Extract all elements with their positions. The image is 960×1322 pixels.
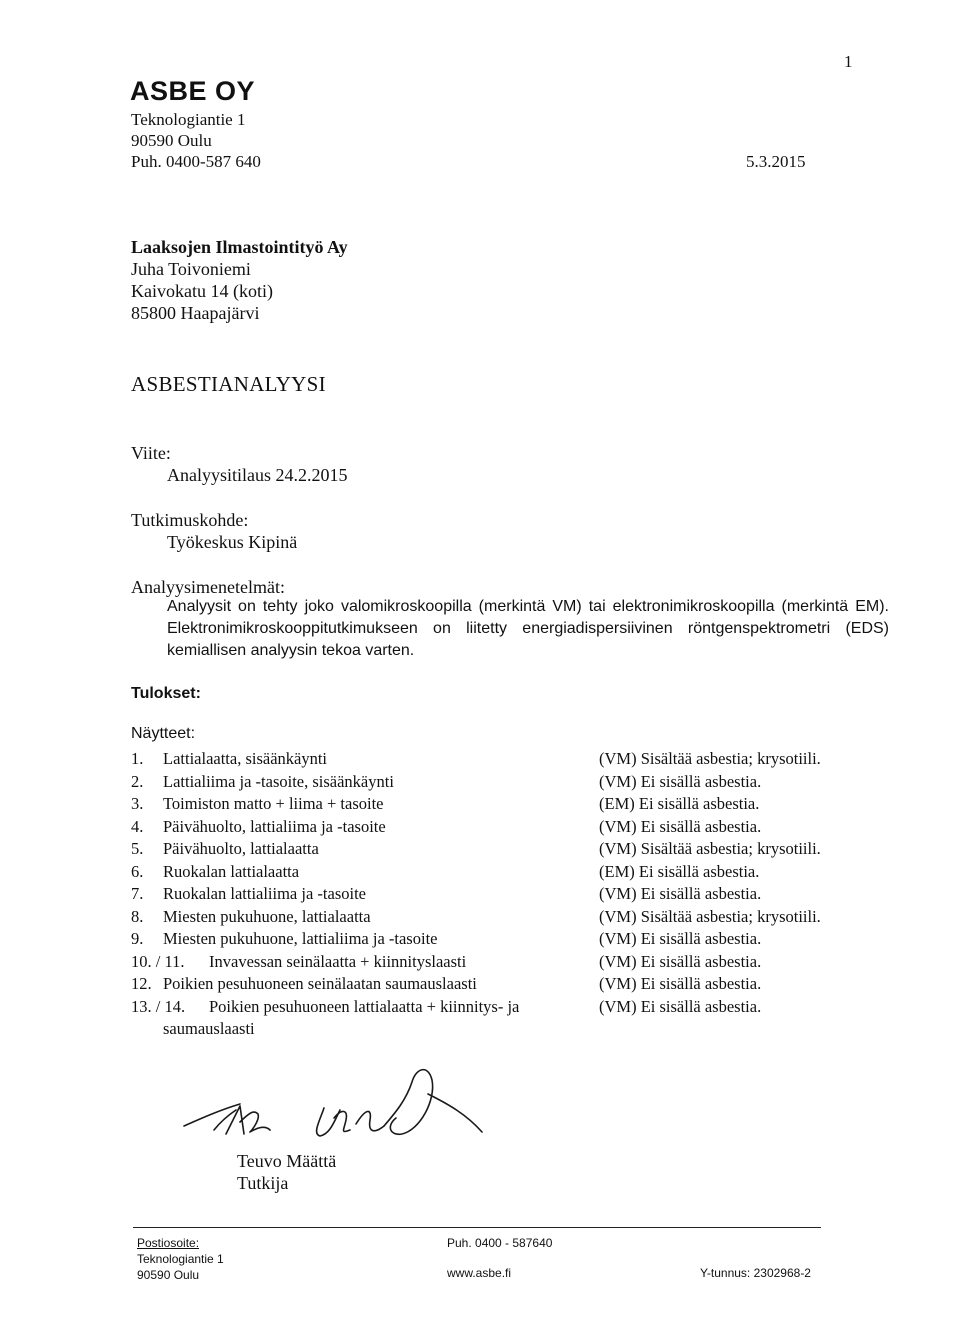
page-number: 1 [844,52,853,71]
sample-description: Lattialiima ja -tasoite, sisäänkäynti [163,771,394,791]
reference-label: Viite: [131,443,171,463]
sample-result: (EM) Ei sisällä asbestia. [599,794,760,813]
sample-result: (VM) Ei sisällä asbestia. [599,771,762,791]
sample-row [131,794,891,817]
subject-value: Työkeskus Kipinä [167,532,298,552]
signer-title: Tutkija [237,1173,289,1193]
footer-website: www.asbe.fi [447,1266,512,1280]
sample-result: (VM) Ei sisällä asbestia. [599,951,762,971]
samples-list [131,749,891,1038]
recipient-person: Juha Toivoniemi [131,259,251,279]
sample-row [131,817,891,840]
sample-number: 7. [131,884,144,903]
company-name: ASBE OY [130,76,256,106]
methods-label: Analyysimenetelmät: [131,577,285,597]
sample-description: Ruokalan lattialiima ja -tasoite [163,884,366,903]
recipient-city: 85800 Haapajärvi [131,303,260,323]
document-date: 5.3.2015 [746,152,806,171]
sample-row [131,974,891,997]
sample-result: (EM) Ei sisällä asbestia. [599,861,760,881]
footer-street: Teknologiantie 1 [137,1252,224,1266]
sample-result: (VM) Ei sisällä asbestia. [599,816,762,836]
methods-text: Analyysit on tehty joko valomikroskoopilla (merkintä VM) tai elektronimikroskoopilla (merkintä EM). Elektronimikroskooppitutkimukseen on liitetty energiadispersiivinen röntgenspektrometri (EDS) kemiallisen analyysin tekoa varten. [167,598,889,659]
document-title: ASBESTIANALYYSI [131,372,326,396]
results-heading: Tulokset: [131,685,201,702]
signer-name: Teuvo Määttä [237,1151,337,1171]
sample-number: 1. [131,749,144,768]
sample-number: 13. / 14. [131,996,186,1016]
footer-divider [133,1227,821,1228]
company-city: 90590 Oulu [131,131,212,150]
sample-number: 10. / 11. [131,951,185,971]
subject-label: Tutkimuskohde: [131,510,249,530]
sample-description: Päivähuolto, lattialiima ja -tasoite [163,816,386,836]
footer-city: 90590 Oulu [137,1268,200,1282]
footer-business-id: Y-tunnus: 2302968-2 [700,1266,811,1280]
sample-result: (VM) Sisältää asbestia; krysotiili. [599,839,821,858]
sample-description: Poikien pesuhuoneen lattialaatta + kiinnitys- ja [209,996,520,1016]
sample-description-continued: saumauslaasti [163,1018,255,1038]
sample-row [131,884,891,907]
sample-row [131,929,891,952]
footer-postal-label: Postiosoite: [137,1236,200,1250]
sample-row [131,839,891,862]
sample-number: 6. [131,861,144,881]
reference-value: Analyysitilaus 24.2.2015 [167,465,348,485]
sample-number: 12. [131,974,152,993]
company-street: Teknologiantie 1 [131,110,246,129]
sample-row [131,952,891,975]
sample-result: (VM) Ei sisällä asbestia. [599,884,762,903]
recipient-street: Kaivokatu 14 (koti) [131,281,273,301]
sample-description: Lattialaatta, sisäänkäynti [163,749,328,768]
sample-result: (VM) Ei sisällä asbestia. [599,996,762,1016]
sample-description: Ruokalan lattialaatta [163,861,300,881]
sample-number: 3. [131,794,144,813]
sample-row [131,862,891,885]
sample-number: 9. [131,929,144,948]
sample-row [131,772,891,795]
sample-number: 5. [131,839,144,858]
recipient-name: Laaksojen Ilmastointityö Ay [131,237,348,257]
sample-result: (VM) Ei sisällä asbestia. [599,929,762,948]
sample-row [131,996,891,1038]
samples-label: Näytteet: [131,725,196,742]
sample-description: Invavessan seinälaatta + kiinnityslaasti [209,951,467,971]
sample-description: Poikien pesuhuoneen seinälaatan saumauslaasti [163,974,477,993]
sample-result: (VM) Sisältää asbestia; krysotiili. [599,906,821,926]
footer-phone: Puh. 0400 - 587640 [447,1236,553,1250]
sample-result: (VM) Ei sisällä asbestia. [599,974,762,993]
signature-image [170,1060,500,1150]
sample-number: 2. [131,771,144,791]
sample-number: 4. [131,816,144,836]
sample-row [131,907,891,930]
sample-description: Toimiston matto + liima + tasoite [163,794,384,813]
sample-row [131,749,891,772]
company-phone: Puh. 0400-587 640 [131,152,261,171]
sample-description: Päivähuolto, lattialaatta [163,839,319,858]
sample-number: 8. [131,906,144,926]
sample-result: (VM) Sisältää asbestia; krysotiili. [599,749,821,768]
sample-description: Miesten pukuhuone, lattialiima ja -tasoite [163,929,438,948]
sample-description: Miesten pukuhuone, lattialaatta [163,906,371,926]
